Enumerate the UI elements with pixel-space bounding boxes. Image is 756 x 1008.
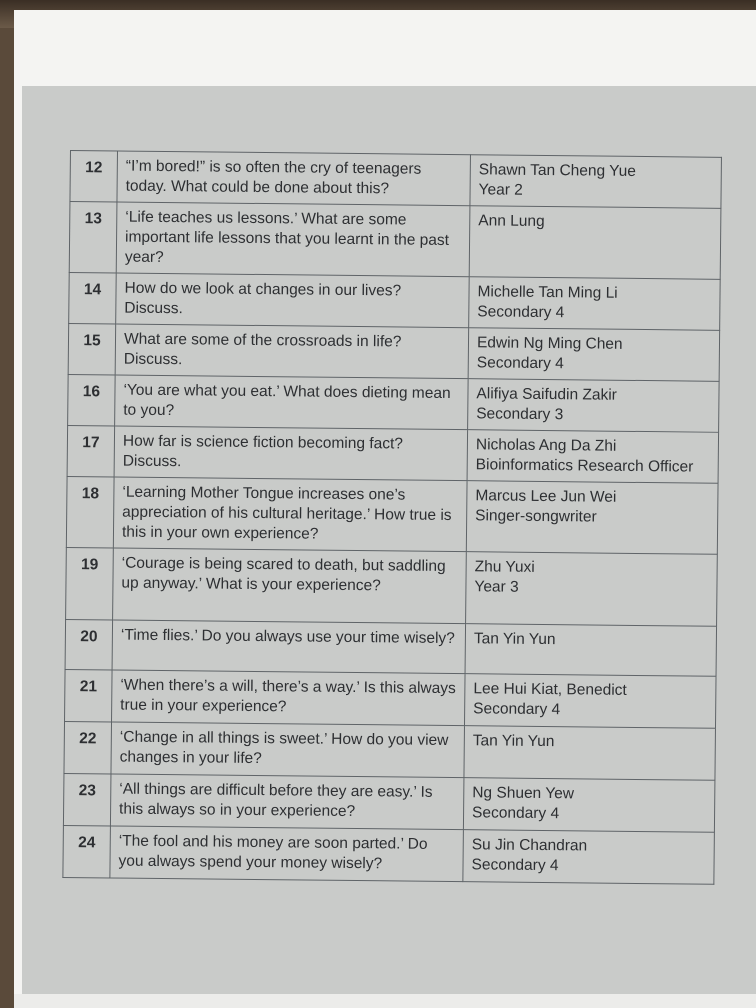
topic-contributor xyxy=(463,778,715,833)
topic-question: ‘Life teaches us lessons.’ What are some important life lessons that you learnt in the past year? xyxy=(116,202,470,277)
contributor-name: Ann Lung xyxy=(478,212,545,230)
table-row xyxy=(65,619,716,676)
table-row xyxy=(66,476,718,554)
table-row xyxy=(63,825,715,884)
page-bottom-edge xyxy=(14,994,756,1008)
topic-question: ‘Courage is being scared to death, but saddling up anyway.’ What is your experience? xyxy=(113,548,467,624)
topic-contributor xyxy=(469,206,721,280)
contributor-name: Edwin Ng Ming Chen xyxy=(476,334,623,353)
contributor-role: Year 2 xyxy=(478,181,523,199)
topic-contributor xyxy=(468,379,720,433)
topic-number: 24 xyxy=(63,825,111,877)
contributor-name: Lee Hui Kiat, Benedict xyxy=(473,680,627,699)
topic-question: “I’m bored!” is so often the cry of teenagers today. What could be done about this? xyxy=(117,151,471,206)
topic-question: ‘Change in all things is sweet.’ How do you view changes in your life? xyxy=(111,722,465,778)
table-row xyxy=(69,272,720,330)
topic-contributor xyxy=(463,830,715,885)
table-row xyxy=(69,202,721,280)
topic-contributor xyxy=(464,674,716,729)
contributor-name: Marcus Lee Jun Wei xyxy=(475,487,617,506)
topic-number: 14 xyxy=(69,272,117,323)
topic-number: 16 xyxy=(68,374,116,425)
topic-question: ‘All things are difficult before they are easy.’ Is this always so in your experience? xyxy=(110,774,464,830)
topic-question: ‘Time flies.’ Do you always use your time wisely? xyxy=(112,620,466,674)
topic-contributor xyxy=(466,552,718,627)
contributor-role: Singer-songwriter xyxy=(475,507,597,526)
topic-number: 13 xyxy=(69,202,117,273)
topic-number: 18 xyxy=(66,476,114,547)
topic-contributor xyxy=(470,155,722,209)
contributor-name: Tan Yin Yun xyxy=(473,630,556,649)
topic-question: How do we look at changes in our lives? Discuss. xyxy=(116,273,470,328)
contributor-role: Secondary 4 xyxy=(473,700,561,719)
table-row xyxy=(66,547,718,626)
topic-question: ‘The fool and his money are soon parted.’ Do you always spend your money wisely? xyxy=(110,826,464,882)
topic-question: How far is science fiction becoming fact? Discuss. xyxy=(114,426,468,481)
table-row xyxy=(68,323,719,381)
topic-number: 20 xyxy=(65,619,113,669)
table-row xyxy=(63,773,715,832)
topic-contributor xyxy=(465,624,717,677)
contributor-role: Secondary 4 xyxy=(477,303,565,322)
topic-contributor xyxy=(467,430,719,484)
contributor-role: Secondary 4 xyxy=(476,354,564,373)
contributor-role: Secondary 4 xyxy=(471,804,560,823)
topic-question: What are some of the crossroads in life? Discuss. xyxy=(115,324,469,379)
topic-contributor xyxy=(468,328,720,382)
contributor-name: Shawn Tan Cheng Yue xyxy=(478,161,637,180)
topic-contributor xyxy=(466,481,718,555)
contributor-name: Tan Yin Yun xyxy=(472,732,555,751)
topic-number: 19 xyxy=(66,547,114,619)
topic-contributor xyxy=(464,726,716,781)
contributor-name: Nicholas Ang Da Zhi xyxy=(475,436,617,455)
contributor-role: Secondary 4 xyxy=(471,856,559,875)
table-row xyxy=(68,374,719,432)
topic-contributor xyxy=(469,277,721,331)
table-row xyxy=(70,151,721,209)
contributor-role: Year 3 xyxy=(474,578,519,596)
topic-number: 23 xyxy=(63,773,111,825)
topic-number: 17 xyxy=(67,425,115,476)
contributor-name: Ng Shuen Yew xyxy=(472,784,575,803)
table-row xyxy=(65,669,717,728)
topic-question: ‘When there’s a will, there’s a way.’ Is this always true in your experience? xyxy=(112,670,466,726)
contributor-name: Zhu Yuxi xyxy=(474,558,535,576)
topic-number: 12 xyxy=(70,151,118,202)
topic-number: 22 xyxy=(64,721,112,773)
topic-question: ‘Learning Mother Tongue increases one’s appreciation of his cultural heritage.’ How true is this in your own experience? xyxy=(113,477,467,552)
table-row xyxy=(67,425,718,483)
contributor-name: Michelle Tan Ming Li xyxy=(477,283,618,302)
contributor-name: Alifiya Saifudin Zakir xyxy=(476,385,617,404)
topics-table xyxy=(62,150,722,885)
contributor-role: Secondary 3 xyxy=(476,405,564,424)
topic-number: 15 xyxy=(68,323,116,374)
topic-number: 21 xyxy=(65,669,113,721)
table-row xyxy=(64,721,716,780)
topic-question: ‘You are what you eat.’ What does dieting mean to you? xyxy=(115,375,469,430)
contributor-role: Bioinformatics Research Officer xyxy=(475,456,694,476)
contributor-name: Su Jin Chandran xyxy=(471,836,588,855)
